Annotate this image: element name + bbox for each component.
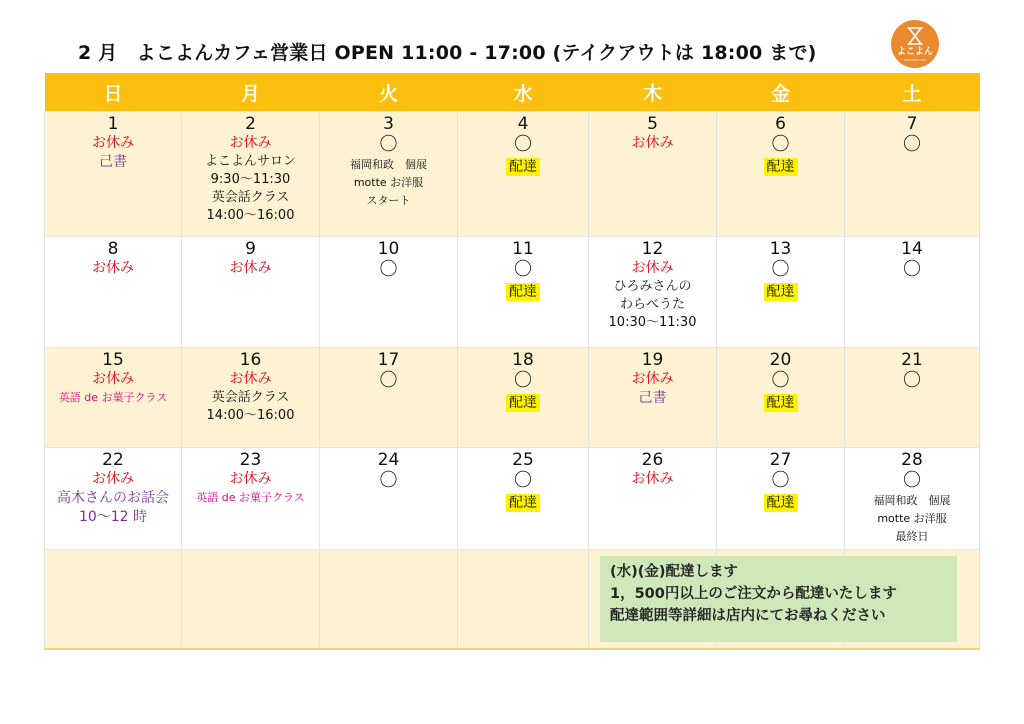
day-number: 9 bbox=[245, 239, 256, 259]
cell-line bbox=[460, 281, 586, 302]
cell-line bbox=[719, 370, 842, 392]
cell-line bbox=[847, 510, 977, 528]
day-number: 12 bbox=[641, 239, 664, 259]
cafe-logo bbox=[891, 20, 939, 68]
day-number: 26 bbox=[641, 450, 664, 470]
day-number: 14 bbox=[901, 239, 923, 259]
cell-line bbox=[47, 470, 179, 489]
event-text: 高木さんのお話会 bbox=[57, 490, 169, 506]
event-text: 福岡和政 個展 bbox=[873, 494, 951, 507]
open-mark: 〇 bbox=[903, 259, 921, 280]
event-text: よこよんサロン bbox=[204, 154, 296, 169]
empty-cell bbox=[182, 550, 320, 650]
day-number: 25 bbox=[512, 450, 534, 470]
event-text: 己書 bbox=[638, 390, 667, 406]
cell-line bbox=[847, 259, 977, 281]
cell-line bbox=[591, 470, 714, 489]
week-row bbox=[45, 237, 980, 348]
note-line: 1，500円以上のご注文から配達いたします bbox=[610, 586, 897, 602]
closed-label: お休み bbox=[92, 371, 134, 387]
cell-line bbox=[184, 470, 317, 489]
cell-line bbox=[47, 259, 179, 278]
cell-line bbox=[184, 171, 317, 189]
cell-line bbox=[719, 259, 842, 281]
cell-line bbox=[184, 370, 317, 389]
cell-line bbox=[719, 281, 842, 302]
cell-line bbox=[322, 192, 455, 210]
event-text: 英会話クラス bbox=[211, 390, 290, 405]
day-number: 10 bbox=[377, 239, 400, 259]
open-mark: 〇 bbox=[514, 134, 532, 155]
open-mark: 〇 bbox=[771, 470, 790, 491]
closed-label: お休み bbox=[631, 471, 674, 487]
event-text: スタート bbox=[366, 194, 411, 207]
closed-label: お休み bbox=[631, 371, 674, 387]
cell-line bbox=[47, 489, 179, 508]
day-cell bbox=[589, 448, 717, 550]
day-cell bbox=[845, 448, 980, 550]
cell-line bbox=[184, 207, 317, 225]
day-cell bbox=[320, 348, 458, 448]
event-text: 己書 bbox=[99, 154, 127, 170]
event-text: 10:30〜11:30 bbox=[608, 315, 697, 330]
open-mark: 〇 bbox=[379, 470, 398, 491]
cell-line bbox=[719, 156, 842, 177]
cell-line bbox=[322, 470, 455, 492]
day-cell bbox=[45, 348, 182, 448]
cell-line bbox=[184, 134, 317, 153]
delivery-badge: 配達 bbox=[506, 158, 540, 176]
cell-line bbox=[847, 134, 977, 156]
open-mark: 〇 bbox=[771, 134, 790, 155]
cell-line bbox=[47, 370, 179, 389]
day-cell bbox=[45, 237, 182, 348]
weekday-header-row bbox=[45, 73, 980, 112]
cell-line bbox=[591, 278, 714, 296]
cell-line bbox=[591, 259, 714, 278]
day-cell bbox=[845, 112, 980, 237]
delivery-note bbox=[600, 556, 957, 642]
cell-line bbox=[591, 134, 714, 153]
closed-label: お休み bbox=[229, 135, 272, 151]
day-cell bbox=[320, 112, 458, 237]
cell-line bbox=[591, 296, 714, 314]
day-cell bbox=[182, 348, 320, 448]
closed-label: お休み bbox=[92, 471, 134, 487]
open-mark: 〇 bbox=[514, 259, 532, 280]
open-mark: 〇 bbox=[514, 470, 532, 491]
weekday-sat: 土 bbox=[845, 73, 980, 112]
delivery-badge: 配達 bbox=[506, 283, 540, 301]
day-cell bbox=[182, 448, 320, 550]
event-text: 9:30〜11:30 bbox=[210, 172, 291, 187]
day-cell bbox=[845, 348, 980, 448]
note-line: 配達範囲等詳細は店内にてお尋ねください bbox=[610, 608, 886, 624]
event-text: 10〜12 時 bbox=[78, 509, 148, 525]
cell-line bbox=[184, 389, 317, 407]
event-text: 最終日 bbox=[895, 530, 929, 543]
open-mark: 〇 bbox=[379, 134, 398, 155]
week-row bbox=[45, 112, 980, 237]
cell-line bbox=[460, 492, 586, 513]
cell-line bbox=[47, 153, 179, 172]
event-text: ひろみさんの bbox=[613, 279, 692, 294]
cell-line bbox=[460, 259, 586, 281]
cell-line bbox=[719, 492, 842, 513]
cell-line bbox=[719, 470, 842, 492]
cell-line bbox=[184, 489, 317, 507]
cell-line bbox=[47, 508, 179, 527]
day-cell bbox=[458, 448, 589, 550]
cell-line bbox=[322, 259, 455, 281]
day-cell bbox=[589, 112, 717, 237]
day-cell bbox=[717, 448, 845, 550]
day-cell bbox=[458, 112, 589, 237]
day-number: 21 bbox=[901, 350, 923, 370]
day-number: 2 bbox=[245, 114, 256, 134]
day-number: 16 bbox=[239, 350, 262, 370]
day-cell bbox=[320, 237, 458, 348]
cell-line bbox=[184, 189, 317, 207]
day-number: 18 bbox=[512, 350, 534, 370]
weekday-fri: 金 bbox=[717, 73, 845, 112]
delivery-badge: 配達 bbox=[764, 394, 798, 412]
empty-cell bbox=[45, 550, 182, 650]
cell-line bbox=[591, 314, 714, 332]
cell-line bbox=[460, 370, 586, 392]
weekday-thu: 木 bbox=[589, 73, 717, 112]
cell-line bbox=[322, 370, 455, 392]
logo-subtext: YOKOYON CAFE bbox=[903, 58, 927, 62]
event-text: 14:00〜16:00 bbox=[206, 408, 295, 423]
weekday-wed: 水 bbox=[458, 73, 589, 112]
day-cell bbox=[45, 448, 182, 550]
day-cell bbox=[717, 348, 845, 448]
closed-label: お休み bbox=[631, 135, 674, 151]
event-text: 英会話クラス bbox=[211, 190, 290, 205]
cell-line bbox=[591, 389, 714, 408]
day-number: 1 bbox=[107, 114, 119, 134]
cell-line bbox=[847, 370, 977, 392]
open-mark: 〇 bbox=[903, 470, 921, 491]
day-number: 20 bbox=[769, 350, 792, 370]
day-cell bbox=[45, 112, 182, 237]
calendar-title: 2 月 よこよんカフェ営業日 OPEN 11:00 - 17:00 (テイクアウトは 18:00 まで) bbox=[78, 42, 817, 64]
day-number: 17 bbox=[377, 350, 400, 370]
open-mark: 〇 bbox=[903, 134, 921, 155]
closed-label: お休み bbox=[92, 260, 134, 276]
day-number: 11 bbox=[512, 239, 534, 259]
delivery-badge: 配達 bbox=[764, 494, 798, 512]
empty-cell bbox=[320, 550, 458, 650]
cell-line bbox=[460, 470, 586, 492]
logo-text: よこよん bbox=[896, 47, 933, 57]
event-text: motte お洋服 bbox=[877, 512, 947, 525]
cell-line bbox=[184, 153, 317, 171]
day-number: 13 bbox=[769, 239, 792, 259]
cell-line bbox=[847, 492, 977, 510]
cell-line bbox=[184, 407, 317, 425]
note-line: (水)(金)配達します bbox=[610, 564, 739, 580]
open-mark: 〇 bbox=[514, 370, 532, 391]
event-text: 14:00〜16:00 bbox=[206, 208, 295, 223]
day-cell bbox=[589, 237, 717, 348]
day-cell bbox=[458, 237, 589, 348]
cell-line bbox=[47, 389, 179, 407]
closed-label: お休み bbox=[92, 135, 134, 151]
day-cell bbox=[182, 237, 320, 348]
cell-line bbox=[460, 392, 586, 413]
open-mark: 〇 bbox=[379, 259, 398, 280]
weekday-sun: 日 bbox=[45, 73, 182, 112]
event-text: わらべうた bbox=[619, 297, 685, 312]
day-number: 5 bbox=[647, 114, 658, 134]
day-number: 24 bbox=[377, 450, 400, 470]
cell-line bbox=[847, 528, 977, 546]
event-text: 福岡和政 個展 bbox=[350, 158, 427, 171]
open-mark: 〇 bbox=[771, 259, 790, 280]
delivery-badge: 配達 bbox=[764, 283, 798, 301]
cell-line bbox=[847, 470, 977, 492]
day-number: 23 bbox=[239, 450, 262, 470]
day-cell bbox=[845, 237, 980, 348]
closed-label: お休み bbox=[229, 471, 272, 487]
day-number: 4 bbox=[517, 114, 529, 134]
cell-line bbox=[184, 259, 317, 278]
day-number: 7 bbox=[906, 114, 918, 134]
open-mark: 〇 bbox=[771, 370, 790, 391]
day-cell bbox=[182, 112, 320, 237]
delivery-badge: 配達 bbox=[764, 158, 798, 176]
event-text: 英語 de お菓子クラス bbox=[196, 491, 305, 504]
day-number: 8 bbox=[107, 239, 119, 259]
closed-label: お休み bbox=[229, 260, 272, 276]
cell-line bbox=[47, 134, 179, 153]
day-number: 3 bbox=[383, 114, 394, 134]
cell-line bbox=[719, 134, 842, 156]
day-cell bbox=[320, 448, 458, 550]
week-row bbox=[45, 448, 980, 550]
open-mark: 〇 bbox=[903, 370, 921, 391]
hourglass-icon bbox=[907, 27, 923, 45]
cell-line bbox=[322, 174, 455, 192]
day-number: 28 bbox=[901, 450, 923, 470]
event-text: 英語 de お菓子クラス bbox=[58, 391, 168, 404]
cell-line bbox=[322, 134, 455, 156]
week-row bbox=[45, 348, 980, 448]
day-number: 19 bbox=[641, 350, 664, 370]
day-number: 27 bbox=[769, 450, 792, 470]
open-mark: 〇 bbox=[379, 370, 398, 391]
event-text: motte お洋服 bbox=[353, 176, 424, 189]
cell-line bbox=[322, 156, 455, 174]
cell-line bbox=[460, 134, 586, 156]
day-cell bbox=[589, 348, 717, 448]
cell-line bbox=[460, 156, 586, 177]
day-cell bbox=[717, 237, 845, 348]
day-number: 15 bbox=[102, 350, 124, 370]
weekday-mon: 月 bbox=[182, 73, 320, 112]
day-number: 22 bbox=[102, 450, 124, 470]
delivery-badge: 配達 bbox=[506, 494, 540, 512]
day-cell bbox=[458, 348, 589, 448]
empty-cell bbox=[458, 550, 589, 650]
closed-label: お休み bbox=[229, 371, 272, 387]
cell-line bbox=[719, 392, 842, 413]
day-number: 6 bbox=[775, 114, 786, 134]
weekday-tue: 火 bbox=[320, 73, 458, 112]
delivery-badge: 配達 bbox=[506, 394, 540, 412]
cell-line bbox=[591, 370, 714, 389]
closed-label: お休み bbox=[631, 260, 674, 276]
day-cell bbox=[717, 112, 845, 237]
